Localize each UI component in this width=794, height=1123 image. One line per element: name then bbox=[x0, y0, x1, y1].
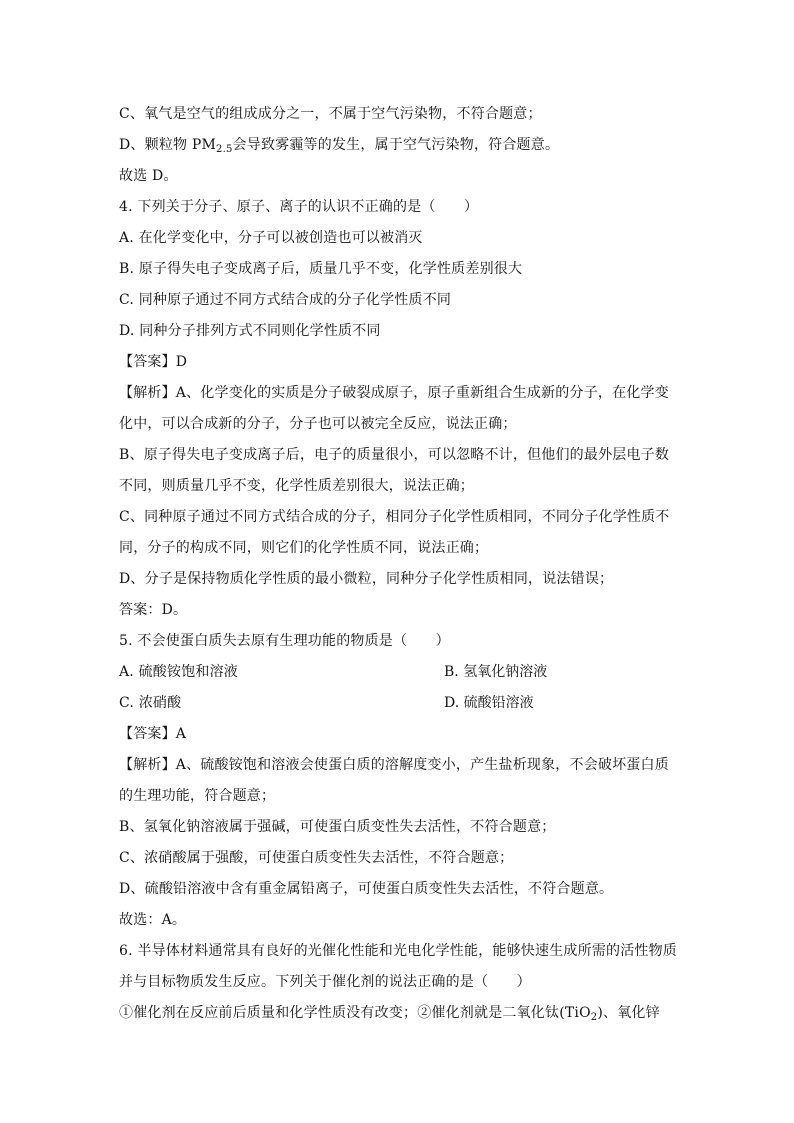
text-line: D、硫酸铅溶液中含有重金属铅离子，可使蛋白质变性失去活性，不符合题意。 bbox=[119, 881, 614, 897]
q4-option-c: C. 同种原子通过不同方式结合成的分子化学性质不同 bbox=[119, 292, 452, 308]
text-line: 答案：D。 bbox=[119, 602, 188, 618]
text-line: 故选：A。 bbox=[119, 912, 187, 928]
text-line: 并与目标物质发生反应。下列关于催化剂的说法正确的是（ ） bbox=[119, 974, 531, 990]
question-5-stem: 5. 不会使蛋白质失去原有生理功能的物质是（ ） bbox=[119, 633, 450, 649]
text-line: B、氢氧化钠溶液属于强碱，可使蛋白质变性失去活性，不符合题意； bbox=[119, 819, 556, 835]
text-line: C、同种原子通过不同方式结合成的分子，相同分子化学性质相同，不同分子化学性质不 bbox=[119, 509, 670, 525]
text-line: B、原子得失电子变成离子后，电子的质量很小，可以忽略不计，但他们的最外层电子数 bbox=[119, 447, 670, 463]
q4-option-b: B. 原子得失电子变成离子后，质量几乎不变，化学性质差别很大 bbox=[119, 261, 523, 277]
text-line: 同，分子的构成不同，则它们的化学性质不同，说法正确； bbox=[119, 540, 489, 556]
text-line-tio2: ①催化剂在反应前后质量和化学性质没有改变；②催化剂就是二氧化钛(TiO$_2$)、氧化锌 bbox=[119, 1005, 660, 1023]
q5-option-a: A. 硫酸铵饱和溶液 bbox=[119, 664, 239, 680]
text-line: 化中，可以合成新的分子，分子也可以被完全反应，说法正确； bbox=[119, 416, 517, 432]
q5-option-d: D. 硫酸铅溶液 bbox=[444, 695, 534, 711]
q4-option-a: A. 在化学变化中，分子可以被创造也可以被消灭 bbox=[119, 230, 423, 246]
text-line-pm25: D、颗粒物 $PM_{2.5}$会导致雾霾等的发生，属于空气污染物，符合题意。 bbox=[119, 137, 560, 155]
text-line: C、浓硝酸属于强酸，可使蛋白质变性失去活性，不符合题意； bbox=[119, 850, 514, 866]
question-4-stem: 4. 下列关于分子、原子、离子的认识不正确的是（ ） bbox=[119, 199, 479, 215]
question-6-stem: 6. 半导体材料通常具有良好的光催化性能和光电化学性能，能够快速生成所需的活性物质 bbox=[119, 943, 678, 959]
q5-analysis: 【解析】A、硫酸铵饱和溶液会使蛋白质的溶解度变小，产生盐析现象，不会破坏蛋白质 bbox=[119, 757, 669, 773]
q5-option-b: B. 氢氧化钠溶液 bbox=[444, 664, 548, 680]
text-line: D、分子是保持物质化学性质的最小微粒，同种分子化学性质相同，说法错误； bbox=[119, 571, 614, 587]
text-line: C、氧气是空气的组成成分之一，不属于空气污染物，不符合题意； bbox=[119, 106, 542, 122]
q4-answer: 【答案】D bbox=[119, 354, 188, 370]
q5-answer: 【答案】A bbox=[119, 726, 187, 742]
text-line: 不同，则质量几乎不变，化学性质差别很大，说法正确； bbox=[119, 478, 474, 494]
text-line: 的生理功能，符合题意； bbox=[119, 788, 276, 804]
q4-option-d: D. 同种分子排列方式不同则化学性质不同 bbox=[119, 323, 381, 339]
q4-analysis: 【解析】A、化学变化的实质是分子破裂成原子，原子重新组合生成新的分子，在化学变 bbox=[119, 385, 669, 401]
q5-option-c: C. 浓硝酸 bbox=[119, 695, 182, 711]
text-line: 故选 D。 bbox=[119, 168, 178, 184]
